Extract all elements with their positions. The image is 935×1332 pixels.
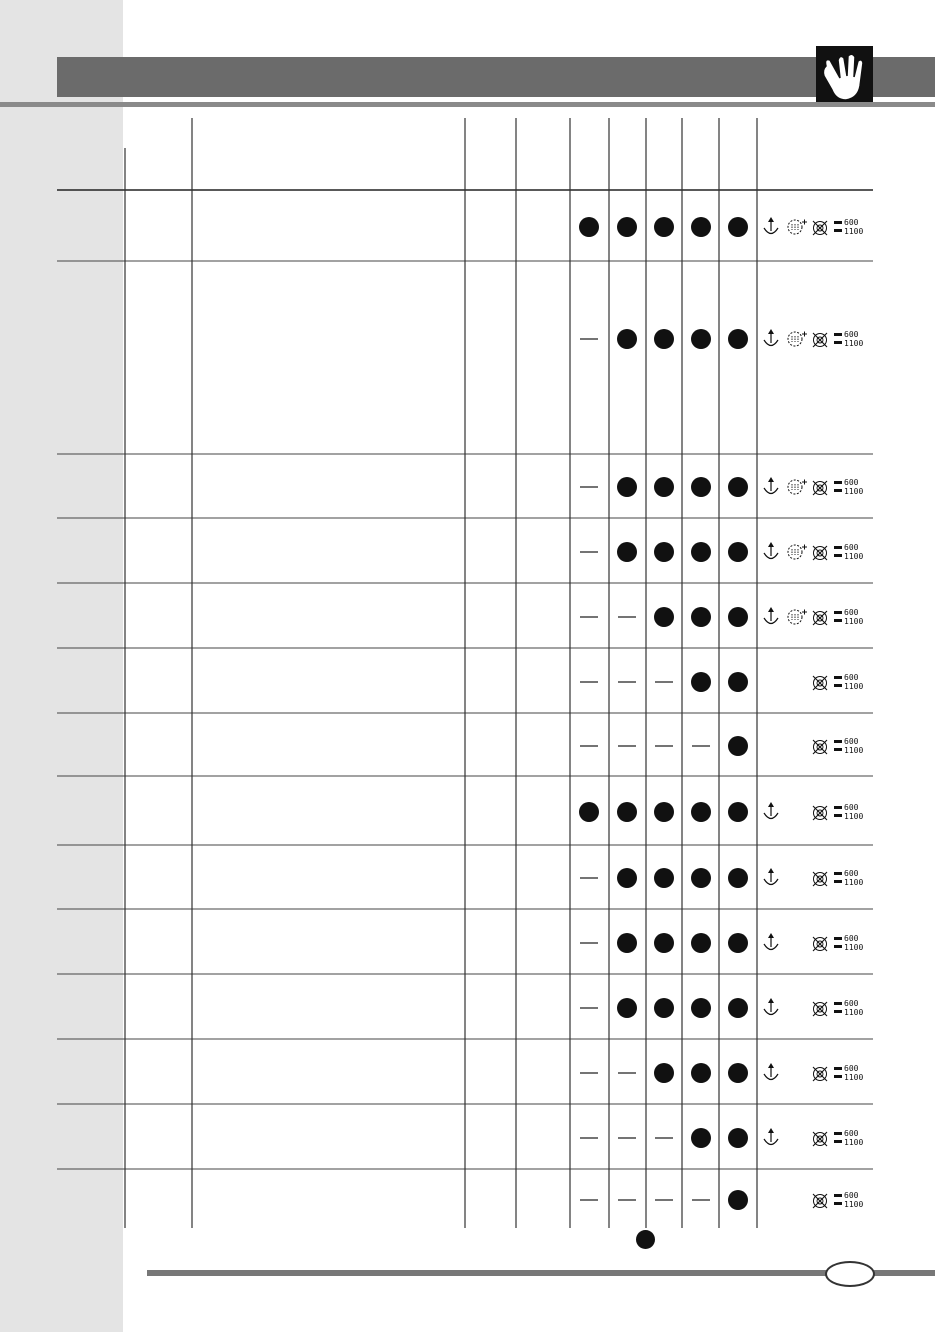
speed-bar-icon bbox=[834, 880, 842, 883]
option-dot bbox=[691, 1128, 711, 1148]
option-dot bbox=[579, 217, 599, 237]
speed-bar-icon bbox=[834, 748, 842, 751]
header-rule bbox=[0, 102, 935, 107]
option-dot bbox=[617, 542, 637, 562]
speed-bar-icon bbox=[834, 1202, 842, 1205]
speed-bar-icon bbox=[834, 1194, 842, 1197]
option-dot bbox=[691, 672, 711, 692]
speed-bar-icon bbox=[834, 611, 842, 614]
speed-label-low: 600 bbox=[844, 803, 859, 812]
no-spin-icon bbox=[813, 221, 827, 235]
option-dot bbox=[728, 607, 748, 627]
program-table bbox=[57, 118, 873, 1228]
speed-label-high: 1100 bbox=[844, 487, 864, 496]
extra-water-icon bbox=[788, 480, 807, 495]
speed-label-low: 600 bbox=[844, 673, 859, 682]
option-dot bbox=[654, 802, 674, 822]
speed-label-high: 1100 bbox=[844, 1008, 864, 1017]
option-dot bbox=[617, 933, 637, 953]
rinse-up-arrow-icon bbox=[764, 217, 778, 234]
option-dot bbox=[654, 868, 674, 888]
extra-water-icon bbox=[788, 610, 807, 625]
option-dot bbox=[654, 477, 674, 497]
option-dot bbox=[654, 217, 674, 237]
option-dot bbox=[691, 542, 711, 562]
footer-dot bbox=[636, 1230, 655, 1249]
no-spin-icon bbox=[813, 1002, 827, 1016]
speed-label-high: 1100 bbox=[844, 617, 864, 626]
option-dot bbox=[691, 1063, 711, 1083]
speed-label-low: 600 bbox=[844, 1064, 859, 1073]
option-dot bbox=[691, 933, 711, 953]
speed-bar-icon bbox=[834, 740, 842, 743]
option-dot bbox=[728, 1190, 748, 1210]
option-dot bbox=[654, 542, 674, 562]
rinse-up-arrow-icon bbox=[764, 477, 778, 494]
speed-label-low: 600 bbox=[844, 934, 859, 943]
option-dot bbox=[654, 329, 674, 349]
speed-bar-icon bbox=[834, 1132, 842, 1135]
option-dot bbox=[728, 1063, 748, 1083]
speed-bar-icon bbox=[834, 1002, 842, 1005]
no-spin-icon bbox=[813, 872, 827, 886]
header-bar bbox=[57, 57, 935, 97]
hand-icon bbox=[816, 46, 873, 102]
speed-bar-icon bbox=[834, 684, 842, 687]
speed-label-low: 600 bbox=[844, 737, 859, 746]
speed-bar-icon bbox=[834, 221, 842, 224]
option-dot bbox=[691, 868, 711, 888]
no-spin-icon bbox=[813, 806, 827, 820]
speed-bar-icon bbox=[834, 554, 842, 557]
option-dot bbox=[617, 477, 637, 497]
speed-label-low: 600 bbox=[844, 999, 859, 1008]
no-spin-icon bbox=[813, 1194, 827, 1208]
speed-label-high: 1100 bbox=[844, 1200, 864, 1209]
footer-rule bbox=[147, 1270, 935, 1276]
option-dot bbox=[654, 933, 674, 953]
option-dot bbox=[654, 998, 674, 1018]
option-dot bbox=[728, 1128, 748, 1148]
speed-bar-icon bbox=[834, 945, 842, 948]
no-spin-icon bbox=[813, 481, 827, 495]
option-dot bbox=[728, 998, 748, 1018]
no-spin-icon bbox=[813, 546, 827, 560]
speed-label-low: 600 bbox=[844, 330, 859, 339]
rinse-up-arrow-icon bbox=[764, 607, 778, 624]
option-dot bbox=[728, 542, 748, 562]
speed-bar-icon bbox=[834, 1067, 842, 1070]
speed-bar-icon bbox=[834, 546, 842, 549]
page-number-oval bbox=[825, 1261, 875, 1287]
speed-bar-icon bbox=[834, 937, 842, 940]
option-dot bbox=[654, 1063, 674, 1083]
extra-water-icon bbox=[788, 220, 807, 235]
option-dot bbox=[691, 607, 711, 627]
speed-label-low: 600 bbox=[844, 543, 859, 552]
no-spin-icon bbox=[813, 676, 827, 690]
speed-label-high: 1100 bbox=[844, 339, 864, 348]
no-spin-icon bbox=[813, 333, 827, 347]
option-dot bbox=[728, 933, 748, 953]
extra-water-icon bbox=[788, 332, 807, 347]
speed-bar-icon bbox=[834, 872, 842, 875]
option-dot bbox=[691, 217, 711, 237]
speed-bar-icon bbox=[834, 806, 842, 809]
speed-label-high: 1100 bbox=[844, 812, 864, 821]
option-dot bbox=[728, 868, 748, 888]
option-dot bbox=[728, 477, 748, 497]
speed-bar-icon bbox=[834, 676, 842, 679]
option-dot bbox=[691, 329, 711, 349]
speed-label-high: 1100 bbox=[844, 1138, 864, 1147]
speed-bar-icon bbox=[834, 341, 842, 344]
speed-label-high: 1100 bbox=[844, 943, 864, 952]
option-dot bbox=[728, 217, 748, 237]
speed-label-high: 1100 bbox=[844, 878, 864, 887]
speed-label-high: 1100 bbox=[844, 682, 864, 691]
option-dot bbox=[728, 736, 748, 756]
speed-label-low: 600 bbox=[844, 608, 859, 617]
speed-label-high: 1100 bbox=[844, 746, 864, 755]
speed-bar-icon bbox=[834, 1010, 842, 1013]
speed-label-low: 600 bbox=[844, 1191, 859, 1200]
option-dot bbox=[617, 329, 637, 349]
option-dot bbox=[728, 672, 748, 692]
option-dot bbox=[691, 802, 711, 822]
option-dot bbox=[579, 802, 599, 822]
speed-label-low: 600 bbox=[844, 869, 859, 878]
program-table-grid bbox=[57, 118, 873, 1228]
option-dot bbox=[617, 217, 637, 237]
rinse-up-arrow-icon bbox=[764, 933, 778, 950]
option-dot bbox=[691, 477, 711, 497]
option-dot bbox=[654, 607, 674, 627]
option-dot bbox=[728, 329, 748, 349]
speed-bar-icon bbox=[834, 1075, 842, 1078]
speed-bar-icon bbox=[834, 229, 842, 232]
speed-bar-icon bbox=[834, 1140, 842, 1143]
speed-label-low: 600 bbox=[844, 1129, 859, 1138]
speed-bar-icon bbox=[834, 481, 842, 484]
rinse-up-arrow-icon bbox=[764, 802, 778, 819]
no-spin-icon bbox=[813, 611, 827, 625]
rinse-up-arrow-icon bbox=[764, 1128, 778, 1145]
speed-bar-icon bbox=[834, 619, 842, 622]
speed-bar-icon bbox=[834, 489, 842, 492]
rinse-up-arrow-icon bbox=[764, 542, 778, 559]
speed-label-high: 1100 bbox=[844, 552, 864, 561]
speed-bar-icon bbox=[834, 814, 842, 817]
option-dot bbox=[617, 868, 637, 888]
speed-label-high: 1100 bbox=[844, 1073, 864, 1082]
no-spin-icon bbox=[813, 740, 827, 754]
no-spin-icon bbox=[813, 1132, 827, 1146]
speed-label-high: 1100 bbox=[844, 227, 864, 236]
option-dot bbox=[617, 802, 637, 822]
rinse-up-arrow-icon bbox=[764, 868, 778, 885]
no-spin-icon bbox=[813, 1067, 827, 1081]
option-dot bbox=[617, 998, 637, 1018]
rinse-up-arrow-icon bbox=[764, 1063, 778, 1080]
extra-water-icon bbox=[788, 545, 807, 560]
no-spin-icon bbox=[813, 937, 827, 951]
speed-bar-icon bbox=[834, 333, 842, 336]
speed-label-low: 600 bbox=[844, 478, 859, 487]
option-dot bbox=[691, 998, 711, 1018]
rinse-up-arrow-icon bbox=[764, 329, 778, 346]
rinse-up-arrow-icon bbox=[764, 998, 778, 1015]
speed-label-low: 600 bbox=[844, 218, 859, 227]
option-dot bbox=[728, 802, 748, 822]
